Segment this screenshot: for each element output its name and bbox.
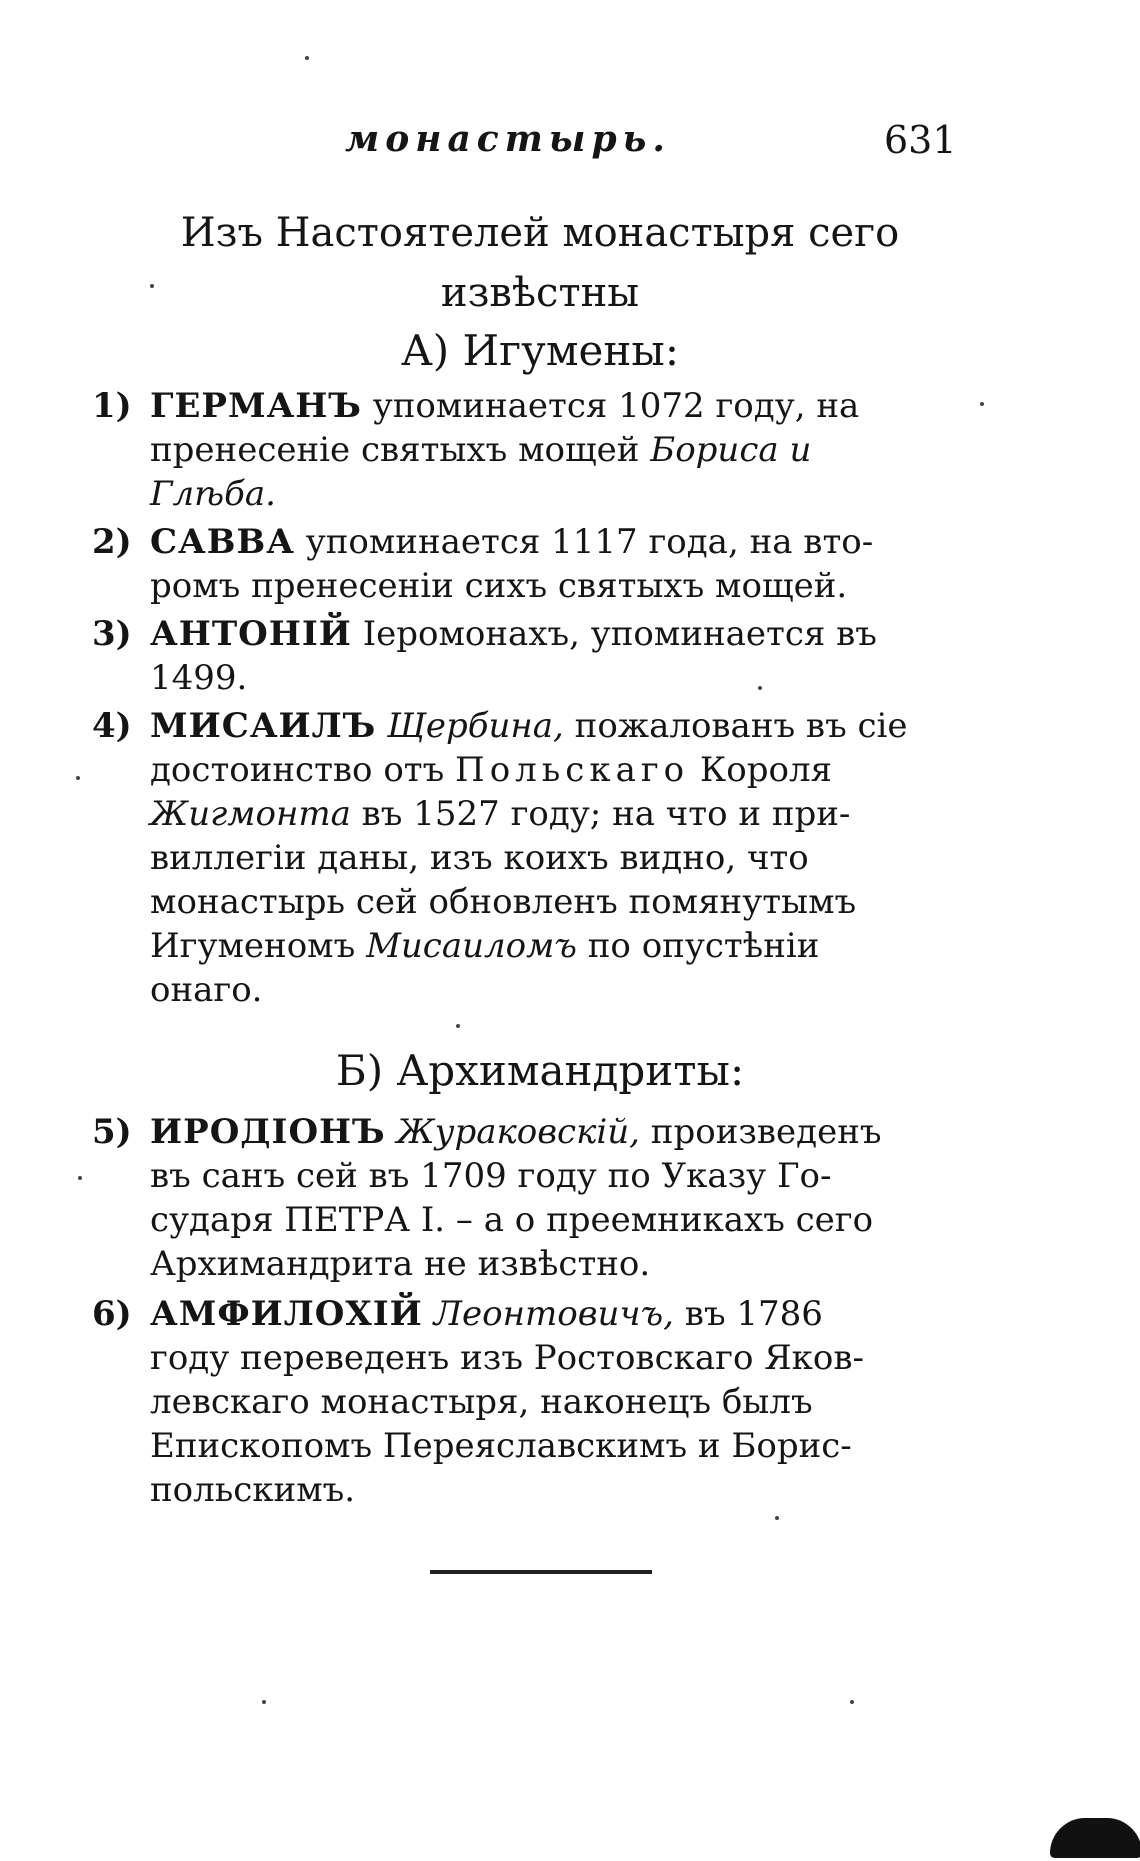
entry-italic-text: Щербина, bbox=[376, 706, 564, 746]
section-title-hegumens: А) Игумены: bbox=[401, 326, 679, 375]
entry-number: 1) bbox=[92, 386, 132, 426]
section-title-archimandrites: Б) Архимандриты: bbox=[335, 1046, 745, 1095]
page-number: 631 bbox=[884, 118, 957, 162]
entry-antoniy bbox=[92, 612, 947, 700]
entry-spaced-text: Польскаго bbox=[455, 750, 690, 790]
entry-italic-text: Жигмонта bbox=[150, 794, 351, 834]
entry-name: ИРОДІОНЪ bbox=[150, 1112, 386, 1152]
entry-italic-text: Глѣба. bbox=[150, 474, 276, 514]
entry-text: пожалованъ въ сіе bbox=[563, 706, 908, 746]
entry-line bbox=[92, 792, 947, 836]
entry-name: АМФИЛОХІЙ bbox=[150, 1294, 423, 1334]
entry-german bbox=[92, 384, 947, 516]
heading-line-2: извѣстны bbox=[440, 270, 640, 316]
entry-text: упоминается 1117 года, на вто- bbox=[294, 522, 874, 562]
entry-name: МИСАИЛЪ bbox=[150, 706, 377, 746]
entry-italic-text: Бориса и bbox=[650, 430, 812, 470]
entry-savva bbox=[92, 520, 947, 608]
entry-line: сударя ПЕТРА I. – а о преемникахъ сего bbox=[150, 1200, 874, 1240]
paper-speck bbox=[456, 1024, 460, 1028]
entry-name: АНТОНІЙ bbox=[150, 614, 352, 654]
entry-text: по опустѣніи bbox=[576, 926, 820, 966]
entry-number: 2) bbox=[92, 522, 132, 562]
entry-line: польскимъ. bbox=[150, 1470, 356, 1510]
entry-text: достоинство отъ bbox=[150, 750, 456, 790]
paper-speck bbox=[150, 284, 154, 288]
entry-amfilokhiy bbox=[92, 1292, 947, 1512]
entry-number: 6) bbox=[92, 1294, 132, 1334]
entry-line: ромъ пренесеніи сихъ святыхъ мощей. bbox=[150, 566, 848, 606]
entry-line: левскаго монастыря, наконецъ былъ bbox=[150, 1382, 813, 1422]
entry-misail bbox=[92, 704, 947, 1012]
entry-line bbox=[92, 748, 947, 792]
entry-name: ГЕРМАНЪ bbox=[150, 386, 362, 426]
entry-line bbox=[92, 1292, 947, 1336]
entry-line bbox=[92, 1110, 947, 1154]
ink-blot bbox=[1050, 1818, 1140, 1858]
paper-speck bbox=[850, 1700, 854, 1704]
heading-line-1: Изъ Настоятелей монастыря сего bbox=[180, 210, 900, 256]
entry-line: Архимандрита не извѣстно. bbox=[150, 1244, 651, 1284]
entry-line bbox=[92, 704, 947, 748]
entry-line bbox=[92, 428, 947, 472]
entry-text: Игуменомъ bbox=[150, 926, 367, 966]
entry-line: виллегіи даны, изъ коихъ видно, что bbox=[150, 838, 809, 878]
paper-speck bbox=[980, 402, 984, 406]
entry-line: году переведенъ изъ Ростовскаго Яков- bbox=[150, 1338, 865, 1378]
entry-line bbox=[92, 384, 947, 428]
entry-text: Іеромонахъ, упоминается въ bbox=[351, 614, 877, 654]
running-head: монастырь. bbox=[345, 118, 671, 160]
entry-number: 5) bbox=[92, 1112, 132, 1152]
entry-text: Короля bbox=[689, 750, 832, 790]
entry-line bbox=[92, 472, 947, 516]
entry-italic-text: Леонтовичъ, bbox=[422, 1294, 674, 1334]
paper-speck bbox=[305, 56, 309, 60]
entry-line bbox=[92, 612, 947, 656]
entry-line: монастырь сей обновленъ помянутымъ bbox=[150, 882, 857, 922]
entry-number: 4) bbox=[92, 706, 132, 746]
entry-name: САВВА bbox=[150, 522, 295, 562]
paper-speck bbox=[758, 686, 762, 690]
paper-speck bbox=[78, 1176, 82, 1180]
entry-number: 3) bbox=[92, 614, 132, 654]
entry-text: пренесеніе святыхъ мощей bbox=[150, 430, 651, 470]
paper-speck bbox=[262, 1700, 266, 1704]
entry-text: произведенъ bbox=[639, 1112, 882, 1152]
closing-rule bbox=[430, 1570, 652, 1574]
paper-speck bbox=[775, 1516, 779, 1520]
entry-text: упоминается 1072 году, на bbox=[361, 386, 860, 426]
entry-text: въ 1786 bbox=[674, 1294, 823, 1334]
entry-line: въ санъ сей въ 1709 году по Указу Го- bbox=[150, 1156, 832, 1196]
entry-text: въ 1527 году; на что и при- bbox=[350, 794, 851, 834]
entry-italic-text: Жураковскій, bbox=[385, 1112, 640, 1152]
entry-line bbox=[92, 924, 947, 968]
paper-speck bbox=[76, 776, 80, 780]
entry-line: онаго. bbox=[150, 970, 263, 1010]
entry-line bbox=[92, 520, 947, 564]
entry-irodion bbox=[92, 1110, 947, 1286]
entry-italic-text: Мисаиломъ bbox=[366, 926, 577, 966]
entry-line: Епископомъ Переяславскимъ и Борис- bbox=[150, 1426, 852, 1466]
entry-line: 1499. bbox=[150, 658, 248, 698]
